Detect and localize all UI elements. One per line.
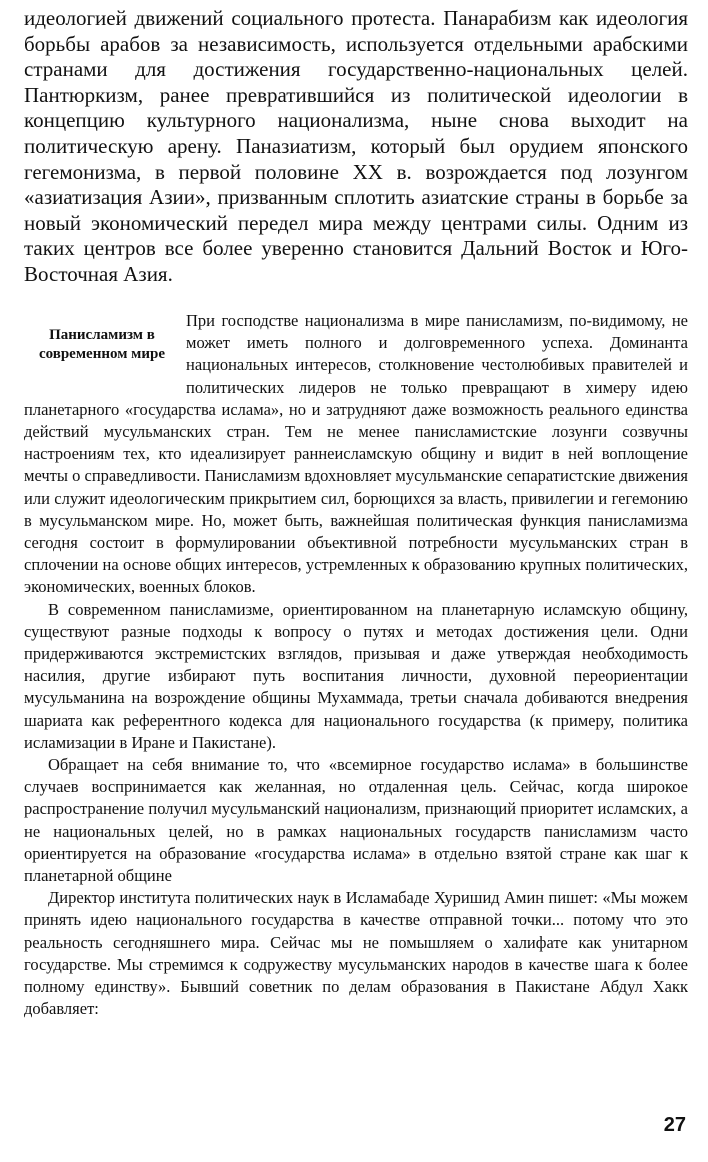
page-number: 27 [663, 1114, 686, 1136]
heading-spacer [24, 310, 186, 398]
section-heading: Панисламизм в современном мире [38, 327, 166, 362]
section-body [24, 310, 688, 1021]
body-paragraph-1: При господстве национализма в мире панисламизм, по-видимому, не может иметь полного и долговременного успеха. Доминанта национальных интересов, столкновение честолюбивых правителей и политических лидеров не только превращают в химеру идею планетарного «государства ислама», но и затрудняют даже возможность реального единства действий мусульманских стран. Тем не менее панисламистские лозунги созвучны настроениям тех, кто идеализирует раннеисламскую общину и видит в ней воплощение мечты о справедливости. Панисламизм вдохновляет мусульманские сепаратистские движения или служит идеологическим прикрытием сил, борющихся за власть, привилегии и гегемонию в мусульманском мире. Но, может быть, важнейшая политическая функция панисламизма сегодня состоит в формулировании объективной потребности мусульманских стран в сплочении на основе общих интересов, устремленных к образованию крупных политических, экономических, военных блоков. [24, 311, 688, 597]
intro-paragraph: идеологией движений социального протеста. Панарабизм как идеология борьбы арабов за независимость, используется отдельными арабскими странами для достижения государственно-национальных целей. Пантюркизм, ранее превратившийся из политической идеологии в концепцию культурного национализма, ныне снова выходит на политическую арену. Паназиатизм, который был орудием японского гегемонизма, в первой половине XX в. возрождается под лозунгом «азиатизация Азии», призванным сплотить азиатские страны в борьбе за новый экономический передел мира между центрами силы. Одним из таких центров все более уверенно становится Дальний Восток и Юго-Восточная Азия. [24, 6, 688, 286]
body-paragraph-4: Директор института политических наук в Исламабаде Хуришид Амин пишет: «Мы можем принять идею национального государства в качестве отправной точки... потому что это реальность сегодняшнего мира. Сейчас мы не помышляем о халифате как унитарном государстве. Мы стремимся к содружеству мусульманских народов в качестве шага к более полному единству». Бывший советник по делам образования в Пакистане Абдул Хакк добавляет: [24, 888, 688, 1019]
body-paragraph-2: В современном панисламизме, ориентированном на планетарную исламскую общину, существуют разные подходы к вопросу о путях и методах достижения цели. Одни придерживаются экстремистских взглядов, призывая и даже утверждая необходимость насилия, другие избирают путь воспитания личности, духовной переориентации мусульманина на возрождение общины Мухаммада, третьи сначала добиваются внедрения шариата как референтного кодекса для национального государства (к примеру, политика исламизации в Иране и Пакистане). [24, 599, 688, 752]
body-paragraph-3: Обращает на себя внимание то, что «всемирное государство ислама» в большинстве случаев воспринимается как желанная, но отдаленная цель. Сейчас, когда широкое распространение получил мусульманский национализм, признающий приоритет исламских, а не национальных целей, но в рамках национальных государств панисламизм часто ориентируется на образование «государства ислама» в отдельно взятой стране как шаг к планетарной общине [24, 755, 688, 886]
